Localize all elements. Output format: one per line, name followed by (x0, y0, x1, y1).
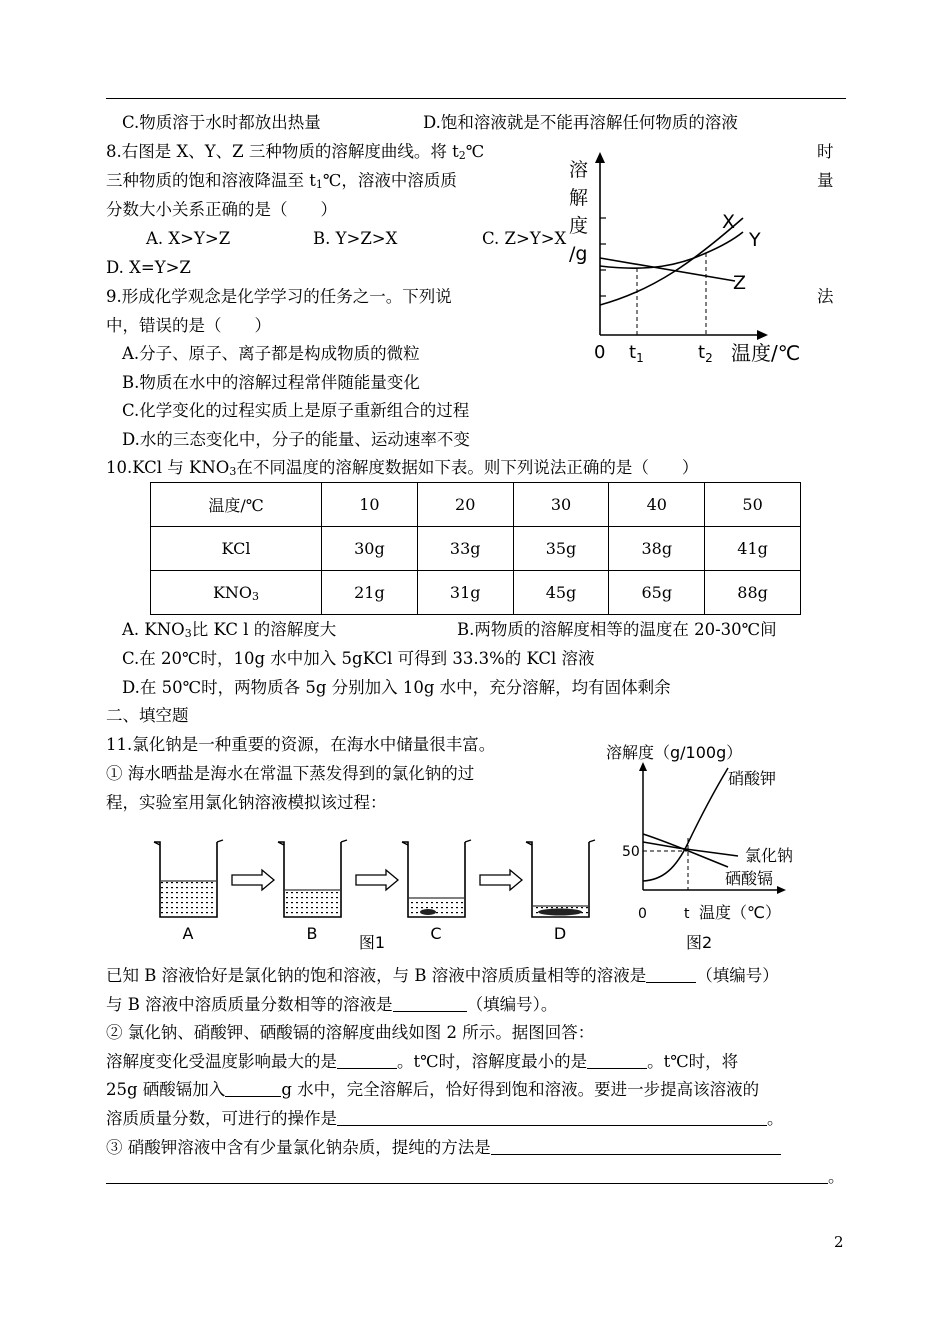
tick-50: 50 (622, 844, 640, 860)
q8-option-b: B. Y>Z>X (313, 229, 398, 248)
q8-option-d: D. X=Y>Z (106, 258, 191, 277)
figure1-beakers (140, 830, 610, 960)
beaker-label-c: C (430, 924, 442, 943)
chart8-xlabel: 温度/℃ (731, 341, 801, 365)
q8-stem-line2: 三种物质的饱和溶液降温至 $t_1℃$，溶液中溶质质 (106, 171, 457, 191)
q8-stem-line3: 分数大小关系正确的是（ ） (106, 200, 337, 219)
table-row-kno3 (151, 571, 801, 615)
beaker-label-d: D (553, 924, 567, 943)
beaker-label-b: B (306, 924, 318, 943)
table-cell: 65g (609, 571, 705, 615)
q9-stem-line2: 中，错误的是（ ） (106, 316, 271, 335)
y-axis-arrow (595, 152, 605, 163)
beaker-b (278, 840, 347, 917)
q9-option-b: B.物质在水中的溶解过程常伴随能量变化 (122, 373, 420, 392)
header-rule (106, 98, 846, 99)
figure1-caption: 图1 (358, 933, 386, 952)
solubility-table (150, 482, 801, 615)
table-header-row (151, 483, 801, 527)
answer-blank[interactable] (225, 1080, 281, 1097)
chart8-ylabel-1: 溶 (569, 159, 589, 181)
chart11-t: t (684, 906, 690, 922)
beaker-a (154, 840, 223, 917)
curve-nacl (643, 842, 738, 856)
q10-option-c: C.在 20℃时，10g 水中加入 5gKCl 可得到 33.3%的 KCl 溶液 (122, 649, 595, 668)
chart8-origin: 0 (594, 342, 606, 363)
table-header-cell: 10 (322, 483, 418, 527)
label-kno3: 硝酸钾 (728, 769, 777, 788)
answer-blank[interactable] (646, 966, 696, 983)
table-cell: 41g (705, 527, 801, 571)
q9-option-d: D.水的三态变化中，分子的能量、运动速率不变 (122, 430, 470, 449)
beaker-d (526, 840, 595, 917)
q11-fill-line2: 与 B 溶液中溶质质量分数相等的溶液是 （填编号）。 (106, 995, 558, 1014)
chart8-t1: $t_1$ (629, 342, 644, 365)
q8-option-c: C. Z>Y>X (482, 229, 567, 248)
chart8-label-y: Y (749, 229, 761, 251)
x-axis-arrow (777, 886, 786, 894)
curve-kno3 (643, 768, 728, 881)
table-header-cell: 20 (417, 483, 513, 527)
curve-y (600, 232, 743, 268)
q8-stem-line1: 8.右图是 X、Y、Z 三种物质的溶解度曲线。将 $t_2℃$ (106, 142, 485, 162)
page-number: 2 (834, 1233, 844, 1251)
curve-cdse (643, 834, 728, 867)
chart11-xlabel: 温度（℃） (699, 903, 781, 922)
curve-z (600, 258, 735, 281)
solubility-chart-xyz (555, 150, 815, 375)
table-row-kcl (151, 527, 801, 571)
table-cell: 21g (322, 571, 418, 615)
q10-option-a: A. $KNO_3$比 KC l 的溶解度大 (122, 620, 337, 640)
q11-part2-line1: ② 氯化钠、硝酸钾、硒酸镉的溶解度曲线如图 2 所示。据图回答： (106, 1023, 595, 1042)
arrow-c-d (480, 870, 522, 890)
arrow-a-b (232, 870, 274, 890)
answer-blank[interactable] (587, 1052, 647, 1069)
table-cell: 45g (513, 571, 609, 615)
y-axis-arrow (639, 762, 647, 771)
table-cell: 30g (322, 527, 418, 571)
q11-part1-line1: ① 海水晒盐是海水在常温下蒸发得到的氯化钠的过 (106, 764, 475, 783)
answer-blank[interactable] (393, 995, 467, 1012)
table-header-cell: 50 (705, 483, 801, 527)
beaker-label-a: A (182, 924, 194, 943)
table-header-cell: 40 (609, 483, 705, 527)
figure2-caption: 图2 (686, 933, 713, 952)
table-header-cell: 温度/℃ (151, 483, 322, 527)
q11-part2-line3: 25g 硒酸镉加入 g 水中，完全溶解后，恰好得到饱和溶液。要进一步提高该溶液的 (106, 1080, 760, 1099)
label-nacl: 氯化钠 (745, 846, 794, 865)
figure2-solubility-chart (598, 738, 828, 958)
chart8-ylabel-4: /g (569, 243, 588, 265)
answer-blank[interactable] (106, 1167, 828, 1184)
table-header-cell: 30 (513, 483, 609, 527)
beaker-c (402, 840, 471, 917)
q11-part2-line4: 溶质质量分数，可进行的操作是 。 (106, 1109, 784, 1128)
q11-part3-line1: ③ 硝酸钾溶液中含有少量氯化钠杂质，提纯的方法是 (106, 1137, 781, 1159)
q10-option-b: B.两物质的溶解度相等的温度在 20-30℃间 (457, 620, 777, 639)
q11-part1-line2: 程，实验室用氯化钠溶液模拟该过程： (106, 793, 387, 812)
chart11-origin: 0 (638, 906, 647, 922)
q9-stem-line1: 9.形成化学观念是化学学习的任务之一。下列说 (106, 287, 452, 306)
q11-part2-line2: 溶解度变化受温度影响最大的是 。t℃时，溶解度最小的是 。t℃时，将 (106, 1052, 739, 1071)
q7-option-c: C.物质溶于水时都放出热量 (122, 113, 321, 132)
q11-stem: 11.氯化钠是一种重要的资源，在海水中储量很丰富。 (106, 735, 496, 754)
chart8-ylabel-3: 度 (569, 215, 589, 237)
chart11-ylabel: 溶解度（g/100g） (606, 743, 743, 762)
answer-blank[interactable] (337, 1109, 767, 1126)
q7-option-d: D.饱和溶液就是不能再溶解任何物质的溶液 (423, 113, 738, 132)
table-cell: 35g (513, 527, 609, 571)
section-title: 二、填空题 (106, 706, 189, 725)
arrow-b-c (356, 870, 398, 890)
q9-option-c: C.化学变化的过程实质上是原子重新组合的过程 (122, 401, 470, 420)
q10-option-d: D.在 50℃时，两物质各 5g 分别加入 10g 水中，充分溶解，均有固体剩余 (122, 678, 671, 697)
label-cdse: 硒酸镉 (725, 869, 774, 888)
chart8-label-x: X (722, 211, 736, 233)
q8-stem-line2-end: 量 (817, 171, 834, 190)
q11-fill-line1: 已知 B 溶液恰好是氯化钠的饱和溶液，与 B 溶液中溶质质量相等的溶液是 （填编号） (106, 966, 779, 985)
q9-option-a: A.分子、原子、离子都是构成物质的微粒 (122, 344, 420, 363)
q8-option-a: A. X>Y>Z (146, 229, 231, 248)
answer-blank[interactable] (337, 1052, 397, 1069)
x-axis-arrow (757, 330, 768, 340)
q9-stem-line1-end: 法 (817, 287, 834, 306)
chart8-t2: $t_2$ (698, 342, 713, 365)
table-row-label: KCl (151, 527, 322, 571)
q11-part3-line2: 。 (106, 1166, 845, 1188)
table-cell: 88g (705, 571, 801, 615)
table-cell: 38g (609, 527, 705, 571)
answer-blank[interactable] (491, 1138, 781, 1155)
table-cell: 33g (417, 527, 513, 571)
q8-stem-line1-end: 时 (817, 142, 834, 161)
table-cell: 31g (417, 571, 513, 615)
chart8-ylabel-2: 解 (569, 187, 589, 209)
q10-stem: 10.KCl 与 $KNO_3$在不同温度的溶解度数据如下表。则下列说法正确的是（ ） (106, 458, 699, 478)
table-row-label: $KNO_3$ (151, 571, 322, 615)
chart8-label-z: Z (733, 272, 747, 294)
